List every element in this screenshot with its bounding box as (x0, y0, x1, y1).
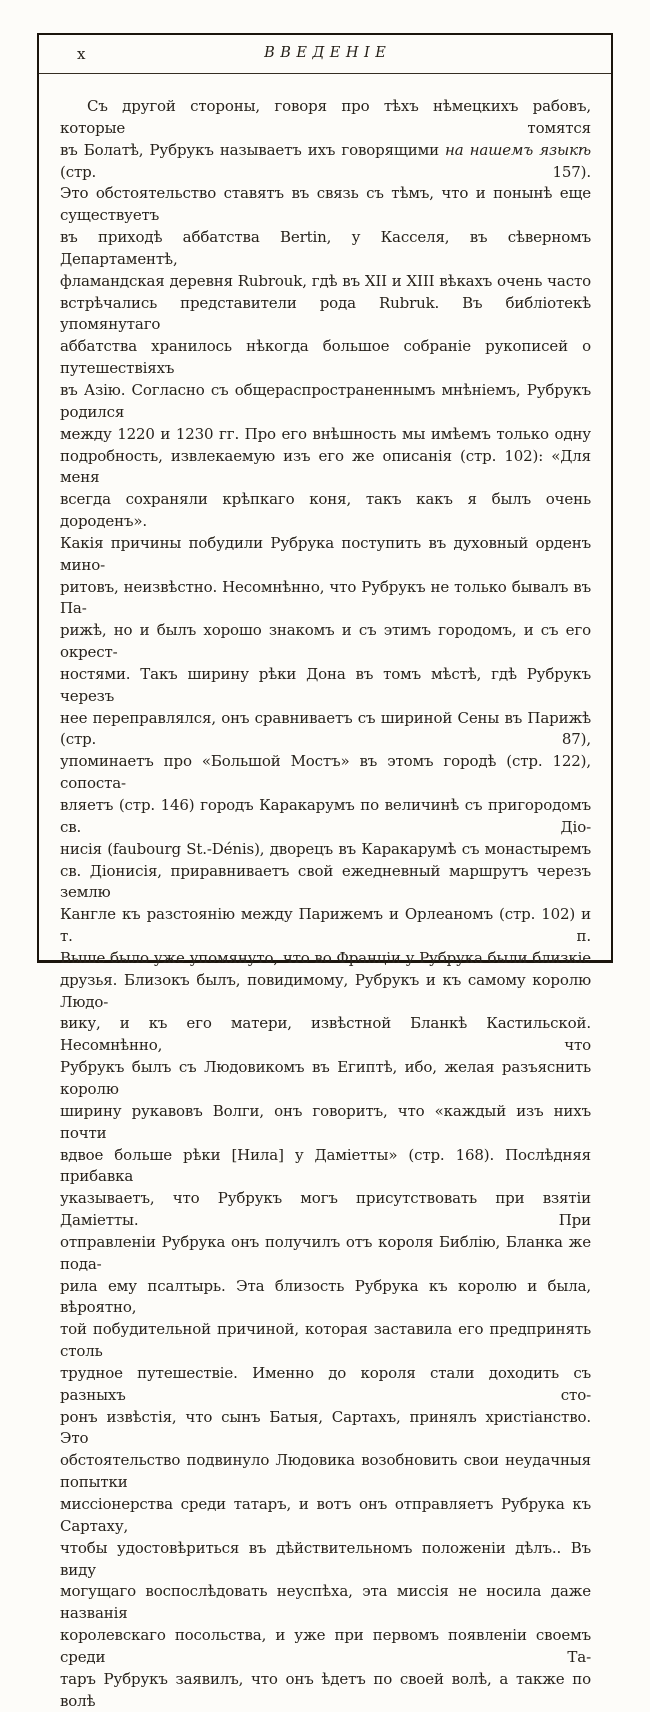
text-segment: нее переправлялся, онъ сравниваетъ съ шириной Сены въ Парижѣ (стр. 87), (60, 708, 591, 749)
text-line (60, 708, 591, 752)
text-line (60, 577, 591, 621)
text-line (60, 96, 591, 140)
text-line (60, 183, 591, 227)
text-line (60, 489, 591, 533)
text-line (60, 1363, 591, 1407)
text-segment: королевскаго посольства, и уже при первомъ появленіи своемъ среди Та- (60, 1626, 591, 1666)
text-segment: Выше было уже упомянуто, что во Франціи у Рубрука были близкіе (60, 948, 591, 967)
text-line (60, 904, 591, 948)
text-line (60, 1319, 591, 1363)
header-title: ВВЕДЕНІЕ (264, 45, 392, 61)
text-line (60, 1276, 591, 1320)
text-line (60, 380, 591, 424)
text-segment: рижѣ, но и былъ хорошо знакомъ и съ этимъ городомъ, и съ его окрест- (60, 621, 591, 662)
text-line (60, 1538, 591, 1582)
text-line (60, 620, 591, 664)
text-line (60, 1450, 591, 1494)
text-segment: вику, и къ его матери, извѣстной Бланкѣ Кастильской. Несомнѣнно, что (60, 1014, 591, 1055)
text-segment: Рубрукъ былъ съ Людовикомъ въ Египтѣ, ибо, желая разъяснить королю (60, 1058, 591, 1098)
text-line (60, 948, 591, 970)
text-segment: друзья. Близокъ былъ, повидимому, Рубрукъ и къ самому королю Людо- (60, 970, 591, 1011)
text-line (60, 1101, 591, 1145)
text-line (60, 1625, 591, 1669)
text-line (60, 533, 591, 577)
text-segment: трудное путешествіе. Именно до короля стали доходить съ разныхъ сто- (60, 1363, 591, 1404)
text-segment: Какія причины побудили Рубрука поступить въ духовный орденъ мино- (60, 533, 591, 574)
text-segment: св. Діонисія, приравниваетъ свой ежедневный маршрутъ черезъ землю (60, 861, 591, 902)
page-number: x (77, 45, 86, 63)
text-segment: Съ другой стороны, говоря про тѣхъ нѣмецкихъ рабовъ, которые томятся (60, 97, 591, 137)
text-line (60, 1494, 591, 1538)
text-segment: встрѣчались представители рода Rubruk. Въ библіотекѣ упомянутаго (60, 293, 591, 334)
text-line (60, 839, 591, 861)
text-line (60, 446, 591, 490)
text-segment: обстоятельство подвинуло Людовика возобновить свои неудачныя попытки (60, 1451, 591, 1492)
text-line (60, 1407, 591, 1451)
text-line (60, 1188, 591, 1232)
text-segment: ностями. Такъ ширину рѣки Дона въ томъ мѣстѣ, гдѣ Рубрукъ черезъ (60, 664, 591, 705)
text-line (60, 751, 591, 795)
text-segment-italic: на нашемъ языкѣ (445, 140, 591, 159)
text-segment: въ Болатѣ, Рубрукъ называетъ ихъ говорящими (60, 140, 446, 159)
text-segment: ритовъ, неизвѣстно. Несомнѣнно, что Рубрукъ не только бывалъ въ Па- (60, 577, 591, 618)
text-segment: миссіонерства среди татаръ, и вотъ онъ отправляетъ Рубрука къ Сартаху, (60, 1495, 591, 1535)
text-line (60, 293, 591, 337)
text-line (60, 1581, 591, 1625)
text-segment: Кангле къ разстоянію между Парижемъ и Орлеаномъ (стр. 102) и т. п. (60, 905, 591, 946)
text-line (60, 1669, 591, 1712)
text-segment: указываетъ, что Рубрукъ могъ присутствовать при взятіи Даміетты. При (60, 1189, 591, 1230)
text-line (60, 227, 591, 271)
text-segment: въ приходѣ аббатства Bertin, у Касселя, въ сѣверномъ Департаментѣ, (60, 228, 591, 268)
text-line (60, 1232, 591, 1276)
text-segment: вляетъ (стр. 146) городъ Каракарумъ по величинѣ съ пригородомъ св. Діо- (60, 796, 591, 836)
text-line (60, 795, 591, 839)
running-header (39, 35, 611, 74)
text-segment: ширину рукавовъ Волги, онъ говоритъ, что «каждый изъ нихъ почти (60, 1101, 591, 1142)
text-segment: (стр. 157). (60, 162, 591, 181)
text-line (60, 861, 591, 905)
text-segment: чтобы удостовѣриться въ дѣйствительномъ положеніи дѣлъ.. Въ виду (60, 1538, 591, 1579)
text-segment: всегда сохраняли крѣпкаго коня, такъ какъ я былъ очень дороденъ». (60, 490, 591, 531)
text-segment: вдвое больше рѣки [Нила] у Даміетты» (стр. 168). Послѣдняя прибавка (60, 1145, 591, 1186)
text-segment: отправленіи Рубрука онъ получилъ отъ короля Библію, Бланка же пода- (60, 1232, 591, 1273)
text-segment: могущаго воспослѣдовать неуспѣха, эта миссія не носила даже названія (60, 1582, 591, 1623)
text-segment: фламандская деревня Rubrouk, гдѣ въ XII и XIII вѣкахъ очень часто (60, 271, 591, 290)
text-segment: аббатства хранилось нѣкогда большое собраніе рукописей о путешествіяхъ (60, 337, 591, 378)
text-segment: въ Азію. Согласно съ общераспространеннымъ мнѣніемъ, Рубрукъ родился (60, 380, 591, 421)
page-frame (37, 33, 613, 1710)
text-line (60, 664, 591, 708)
text-line (60, 1013, 591, 1057)
text-segment: таръ Рубрукъ заявилъ, что онъ ѣдетъ по своей волѣ, а также по волѣ (60, 1669, 591, 1710)
text-line (60, 140, 591, 184)
text-block (60, 96, 591, 1712)
text-segment: той побудительной причиной, которая заставила его предпринять столь (60, 1320, 591, 1361)
text-segment: рила ему псалтырь. Эта близость Рубрука къ королю и была, вѣроятно, (60, 1276, 591, 1317)
text-segment: ронъ извѣстія, что сынъ Батыя, Сартахъ, принялъ христіанство. Это (60, 1407, 591, 1448)
text-line (60, 336, 591, 380)
text-line (60, 1057, 591, 1101)
text-segment: нисія (faubourg St.-Dénis), дворецъ въ Каракарумѣ съ монастыремъ (60, 839, 591, 858)
text-segment: между 1220 и 1230 гг. Про его внѣшность мы имѣемъ только одну (60, 424, 591, 443)
text-line (60, 1145, 591, 1189)
text-segment: подробность, извлекаемую изъ его же описанія (стр. 102): «Для меня (60, 446, 591, 487)
text-segment: упоминаетъ про «Большой Мостъ» въ этомъ городѣ (стр. 122), сопоста- (60, 752, 591, 793)
text-line (60, 271, 591, 293)
text-segment: Это обстоятельство ставятъ въ связь съ тѣмъ, что и понынѣ еще существуетъ (60, 184, 591, 225)
text-line (60, 424, 591, 446)
